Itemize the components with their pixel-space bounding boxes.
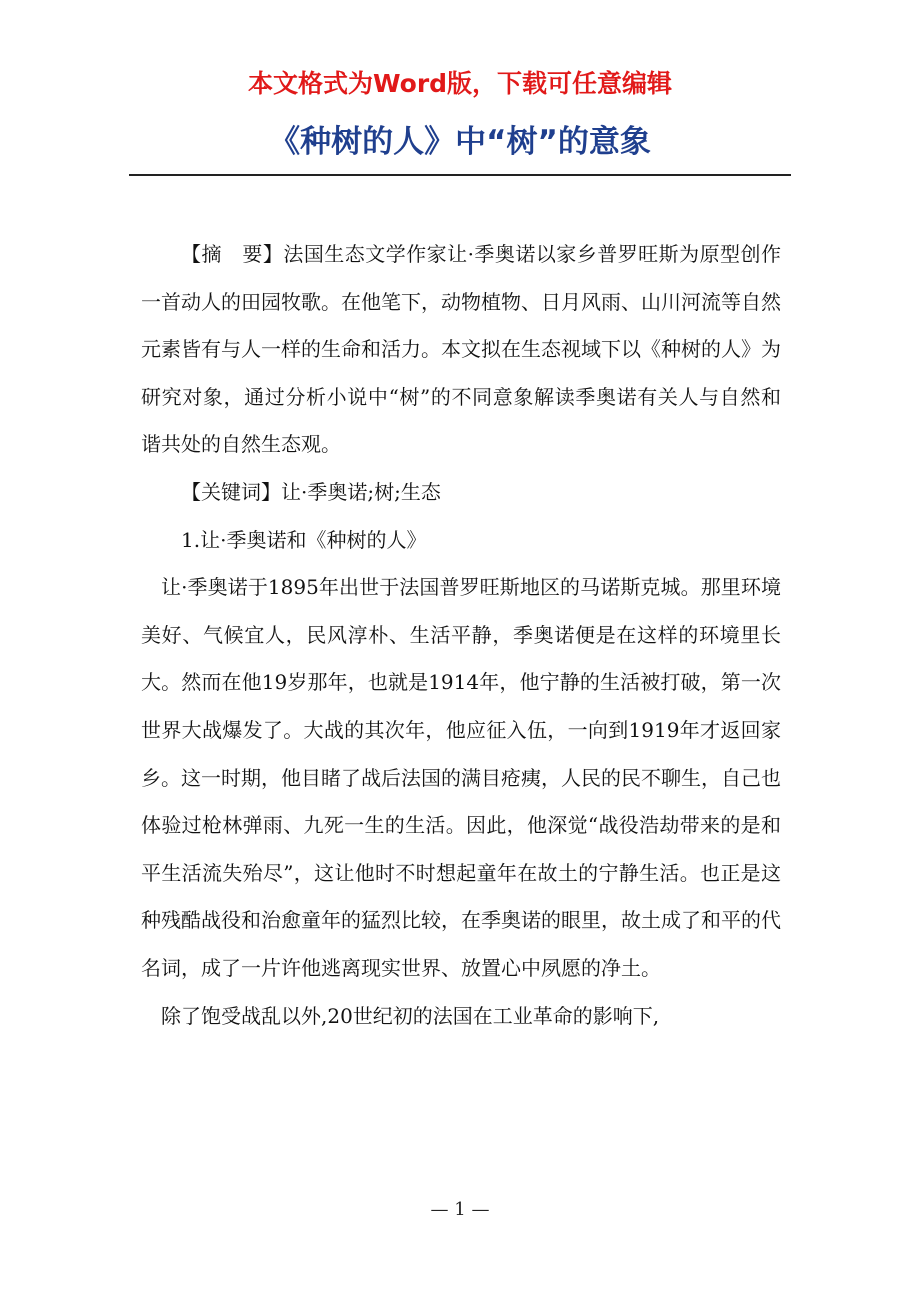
title-underline (129, 174, 791, 176)
page-number: — 1 — (430, 1199, 490, 1220)
download-banner: 本文格式为Word版，下载可任意编辑 (247, 69, 673, 98)
section-heading: 1.让·季奥诺和《种树的人》 (181, 527, 427, 552)
abstract-paragraph: 【摘 要】法国生态文学作家让·季奥诺以家乡普罗旺斯为原型创作一首动人的田园牧歌。在他笔下，动物植物、日月风雨、山川河流等自然元素皆有与人一样的生命和活力。本文拟在生态视域下以《种树的人》为研究对象，通过分析小说中“树”的不同意象解读季奥诺有关人与自然和谐共处的自然生态观。 (141, 242, 781, 457)
body-paragraph: 除了饱受战乱以外,20世纪初的法国在工业革命的影响下, (161, 1003, 660, 1028)
keywords-paragraph: 【关键词】让·季奥诺;树;生态 (181, 479, 441, 504)
body-paragraph: 让·季奥诺于1895年出世于法国普罗旺斯地区的马诺斯克城。那里环境美好、气候宜人，民风淳朴、生活平静，季奥诺便是在这样的环境里长大。然而在他19岁那年，也就是1914年，他宁静的生活被打破，第一次世界大战爆发了。大战的其次年，他应征入伍，一向到1919年才返回家乡。这一时期，他目睹了战后法国的满目疮痍，人民的民不聊生，自己也体验过枪林弹雨、九死一生的生活。因此，他深觉“战役浩劫带来的是和平生活流失殆尽”，这让他时不时想起童年在故土的宁静生活。也正是这种残酷战役和治愈童年的猛烈比较，在季奥诺的眼里，故土成了和平的代名词，成了一片许他逃离现实世界、放置心中夙愿的净土。 (141, 575, 781, 980)
document-title: 《种树的人》中“树”的意象 (269, 124, 651, 160)
article-body (141, 231, 781, 1040)
